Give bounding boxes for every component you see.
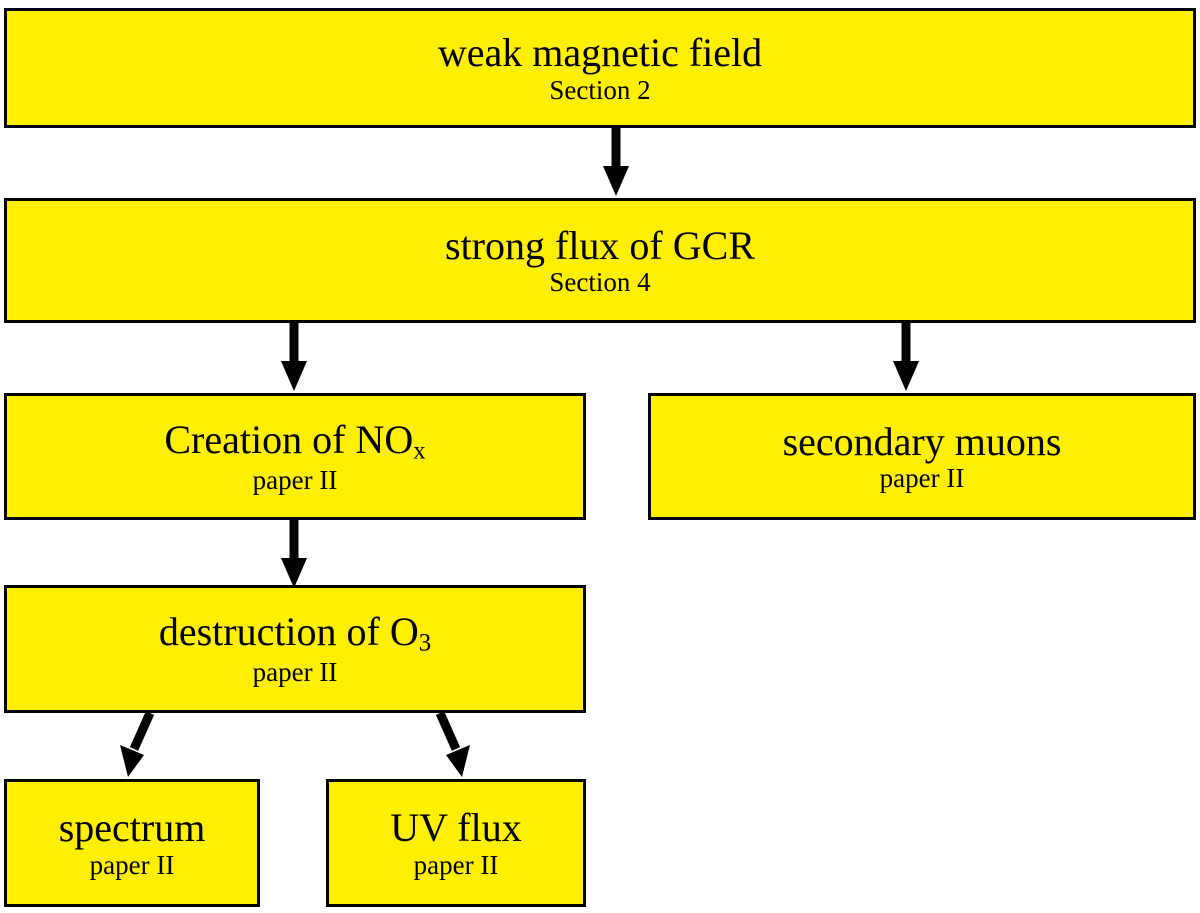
node-title: secondary muons (782, 418, 1062, 464)
node-subtitle: paper II (252, 464, 338, 495)
node-title-subscript: 3 (418, 629, 432, 657)
arrow-creation-of-nox-to-destruction-of-o3 (278, 520, 314, 590)
node-spectrum (4, 779, 260, 907)
node-title: destruction of $O_3$ (158, 609, 432, 657)
node-subtitle: paper II (89, 849, 175, 880)
node-title: weak magnetic field (437, 30, 763, 76)
node-subtitle: paper II (413, 849, 499, 880)
node-subtitle: paper II (879, 463, 965, 494)
node-secondary-muons (648, 393, 1196, 520)
node-title: UV flux (390, 805, 522, 851)
node-subtitle: Section 4 (549, 267, 651, 298)
node-uv-flux (326, 779, 586, 907)
node-subtitle: Section 2 (549, 74, 651, 105)
arrow-destruction-of-o3-to-spectrum (110, 713, 160, 779)
node-title: strong flux of GCR (445, 222, 755, 268)
node-creation-of-nox (4, 393, 586, 520)
arrow-strong-flux-of-gcr-to-creation-of-nox (278, 323, 314, 393)
node-title: spectrum (58, 805, 206, 851)
node-title: Creation of $NO_x$ (164, 416, 426, 465)
node-title-subscript: x (413, 437, 426, 465)
arrow-strong-flux-of-gcr-to-secondary-muons (890, 323, 926, 393)
arrow-destruction-of-o3-to-uv-flux (430, 713, 480, 779)
node-strong-flux-of-gcr (4, 198, 1196, 323)
node-weak-magnetic-field (4, 8, 1196, 128)
node-destruction-of-o3 (4, 585, 586, 713)
node-subtitle: paper II (252, 657, 338, 688)
arrow-weak-magnetic-field-to-strong-flux-of-gcr (600, 128, 636, 198)
